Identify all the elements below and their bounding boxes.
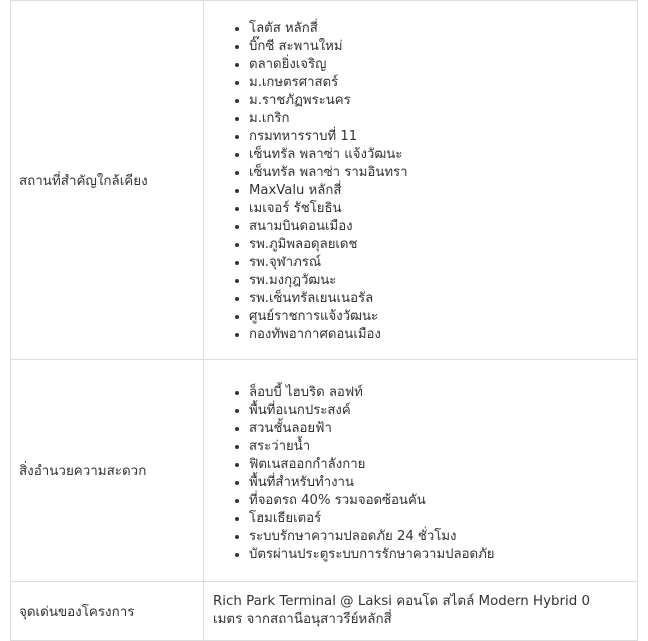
landmark-item: • เมเจอร์ รัชโยธิน [249,200,637,218]
row-label-landmarks: สถานที่สำคัญใกล้เคียง [11,1,204,360]
table-row-highlight [11,582,638,641]
facility-item: • ฟิตเนสออกกำลังกาย [249,456,637,474]
facilities-cell [204,360,638,582]
landmark-item: • กรมทหารราบที่ 11 [249,128,637,146]
table-row-facilities [11,360,638,582]
landmark-item: • สนามบินดอนเมือง [249,218,637,236]
row-label-facilities: สิ่งอำนวยความสะดวก [11,360,204,582]
landmark-item: • กองทัพอากาศดอนเมือง [249,326,637,344]
landmarks-cell [204,1,638,360]
facility-item: • สระว่ายน้ำ [249,438,637,456]
landmark-item: • รพ.ภูมิพลอดุลยเดช [249,236,637,254]
landmark-item: • ตลาดยิ่งเจริญ [249,56,637,74]
landmark-item: • ม.ราชภัฏพระนคร [249,92,637,110]
landmark-item: • รพ.จุฬาภรณ์ [249,254,637,272]
landmark-item: • ม.เกริก [249,110,637,128]
facility-item: • พื้นที่สำหรับทำงาน [249,474,637,492]
landmark-item: • เซ็นทรัล พลาซ่า แจ้งวัฒนะ [249,146,637,164]
facility-item: • โฮมเธียเตอร์ [249,510,637,528]
landmark-item: • รพ.เซ็นทรัลเยนเนอรัล [249,290,637,308]
landmark-item: • ศูนย์ราชการแจ้งวัฒนะ [249,308,637,326]
landmark-item: • ม.เกษตรศาสตร์ [249,74,637,92]
facilities-list [204,378,637,564]
highlight-cell [204,582,638,641]
facility-item: • ล็อบบี้ ไฮบริด ลอฟท์ [249,384,637,402]
project-info-table [10,0,638,641]
row-label-highlight: จุดเด่นของโครงการ [11,582,204,641]
facility-item: • ที่จอดรถ 40% รวมจอดซ้อนคัน [249,492,637,510]
landmark-item: • รพ.มงกุฎวัฒนะ [249,272,637,290]
facility-item: • พื้นที่อเนกประสงค์ [249,402,637,420]
landmark-item: • เซ็นทรัล พลาซ่า รามอินทรา [249,164,637,182]
facility-item: • บัตรผ่านประตูระบบการรักษาความปลอดภัย [249,546,637,564]
facility-item: • สวนชั้นลอยฟ้า [249,420,637,438]
table-row-landmarks [11,1,638,360]
highlight-text: Rich Park Terminal @ Laksi คอนโด สไตล์ Modern Hybrid 0 เมตร จากสถานีอนุสาวรีย์หลักสี่ [213,594,591,627]
landmarks-list [204,16,637,344]
landmark-item: • โลตัส หลักสี่ [249,20,637,38]
landmark-item: • MaxValu หลักสี่ [249,182,637,200]
landmark-item: • บิ๊กซี สะพานใหม่ [249,38,637,56]
facility-item: • ระบบรักษาความปลอดภัย 24 ชั่วโมง [249,528,637,546]
